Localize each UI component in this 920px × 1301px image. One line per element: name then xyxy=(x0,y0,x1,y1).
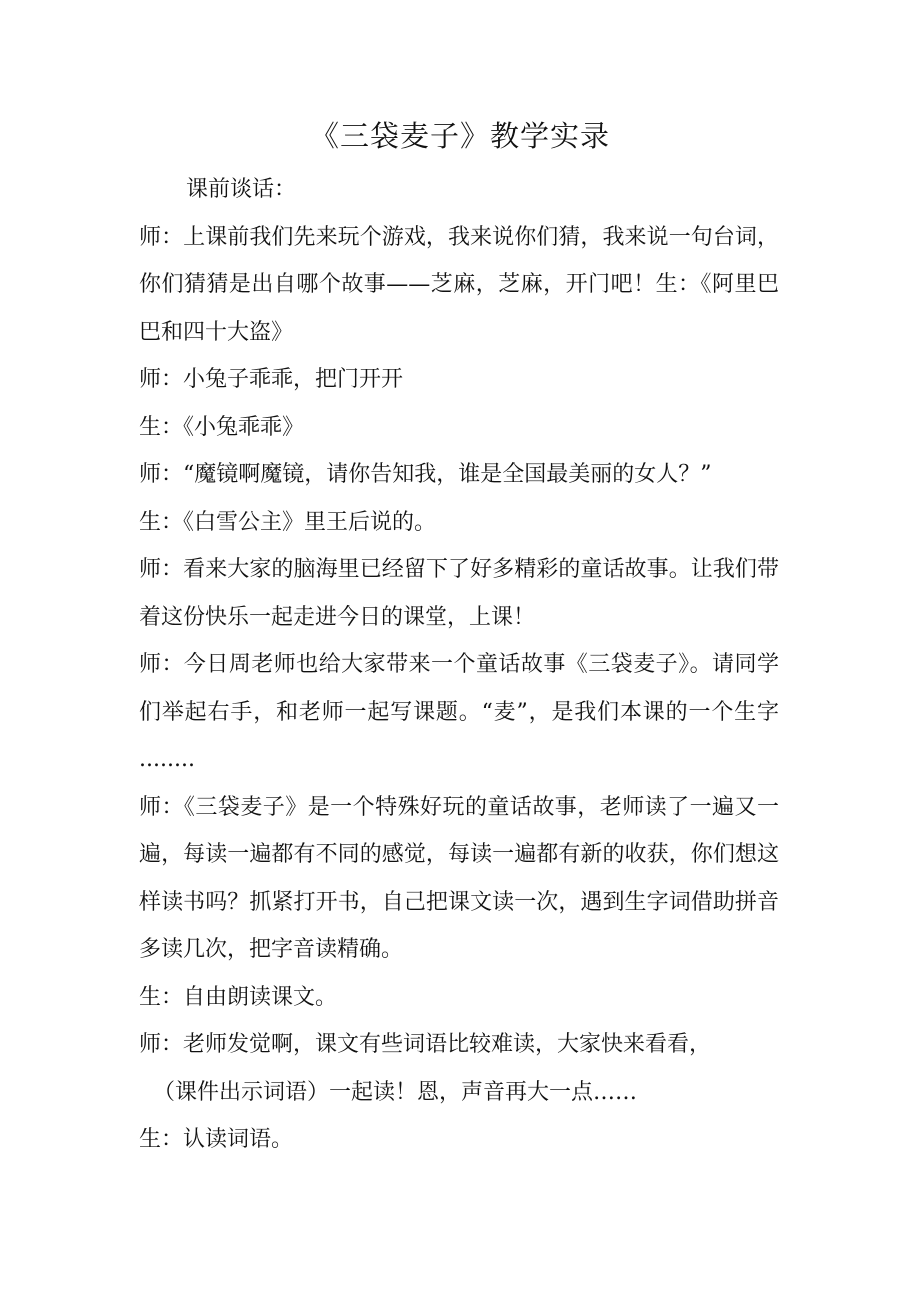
paragraph-teacher-game: 师：上课前我们先来玩个游戏，我来说你们猜，我来说一句台词，你们猜猜是出自哪个故事——芝麻，芝麻，开门吧！生：《阿里巴巴和四十大盗》 xyxy=(139,224,779,345)
paragraph-teacher-title: 师：今日周老师也给大家带来一个童话故事《三袋麦子》。请同学们举起右手，和老师一起写课题。“麦”，是我们本课的一个生字 ........ xyxy=(139,652,779,772)
document-title: 《三袋麦子》教学实录 xyxy=(309,119,610,153)
paragraph-courseware-words: （课件出示词语）一起读！恩，声音再大一点…… xyxy=(153,1079,638,1105)
document-body xyxy=(139,166,779,1164)
paragraph-student-rabbit: 生：《小兔乖乖》 xyxy=(139,414,305,440)
paragraph-teacher-rabbit: 师：小兔子乖乖，把门开开 xyxy=(139,367,404,392)
paragraph-student-read-words: 生：认读词语。 xyxy=(139,1127,294,1152)
paragraph-student-free-reading: 生：自由朗读课文。 xyxy=(139,984,338,1010)
paragraph-student-snow-white: 生：《白雪公主》里王后说的。 xyxy=(139,509,437,535)
paragraph-pre-class-talk: 课前谈话： xyxy=(186,177,297,202)
paragraph-teacher-mirror: 师：“魔镜啊魔镜，请你告知我，谁是全国最美丽的女人？” xyxy=(139,462,712,487)
paragraph-teacher-begin-class: 师：看来大家的脑海里已经留下了好多精彩的童话故事。让我们带着这份快乐一起走进今日的课堂，上课！ xyxy=(139,557,779,630)
paragraph-teacher-reading: 师：《三袋麦子》是一个特殊好玩的童话故事，老师读了一遍又一遍，每读一遍都有不同的感觉，每读一遍都有新的收获，你们想这样读书吗？抓紧打开书，自己把课文读一次，遇到生字词借助拼音多读几次，把字音读精确。 xyxy=(139,794,779,962)
paragraph-teacher-words: 师：老师发觉啊，课文有些词语比较难读，大家快来看看， xyxy=(139,1032,712,1057)
